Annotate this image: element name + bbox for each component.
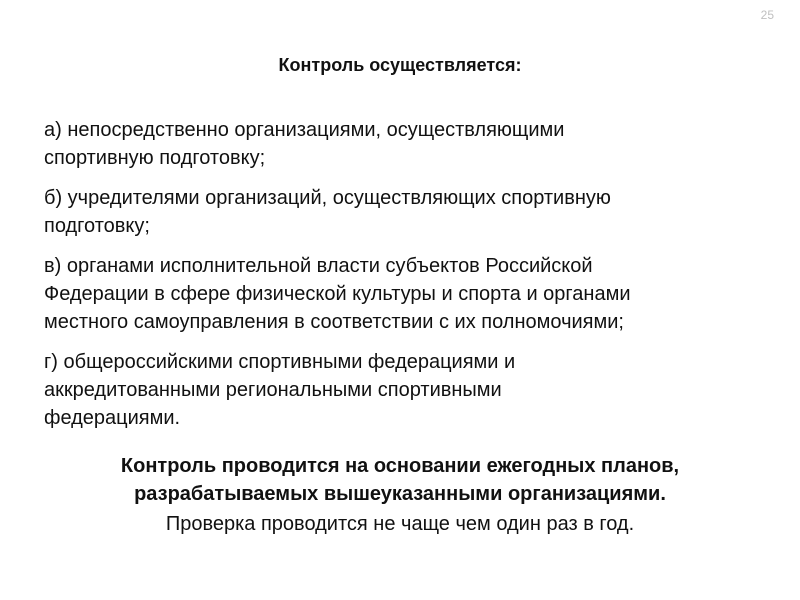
footer-bold-line: разрабатываемых вышеуказанными организациями. — [134, 483, 666, 505]
footer-bold-line: Контроль проводится на основании ежегодных планов, — [120, 455, 680, 477]
list-item-line: в) органами исполнительной власти субъектов Российской — [44, 255, 593, 277]
slide-heading: Контроль осуществляется: — [278, 55, 522, 75]
footer-normal-line: Проверка проводится не чаще чем один раз в год. — [165, 513, 635, 535]
list-item-line: аккредитованными региональными спортивными — [44, 379, 502, 401]
list-item-v — [44, 252, 784, 336]
list-item-line: федерациями. — [44, 407, 181, 429]
list-item-line: местного самоуправления в соответствии с их полномочиями; — [44, 311, 624, 333]
list-item-a — [44, 116, 784, 172]
list-item-line: б) учредителями организаций, осуществляющих спортивную — [44, 187, 611, 209]
list-item-line: подготовку; — [44, 215, 150, 237]
list-item-line: а) непосредственно организациями, осуществляющими — [44, 119, 565, 141]
list-item-b — [44, 184, 784, 240]
list-item-line: г) общероссийскими спортивными федерациями и — [44, 351, 516, 373]
list-item-g — [44, 348, 784, 432]
footer-note — [0, 452, 800, 538]
slide-number: 25 — [760, 8, 774, 22]
list-item-line: Федерации в сфере физической культуры и спорта и органами — [44, 283, 631, 305]
list-item-line: спортивную подготовку; — [44, 147, 266, 169]
control-list — [44, 116, 784, 444]
